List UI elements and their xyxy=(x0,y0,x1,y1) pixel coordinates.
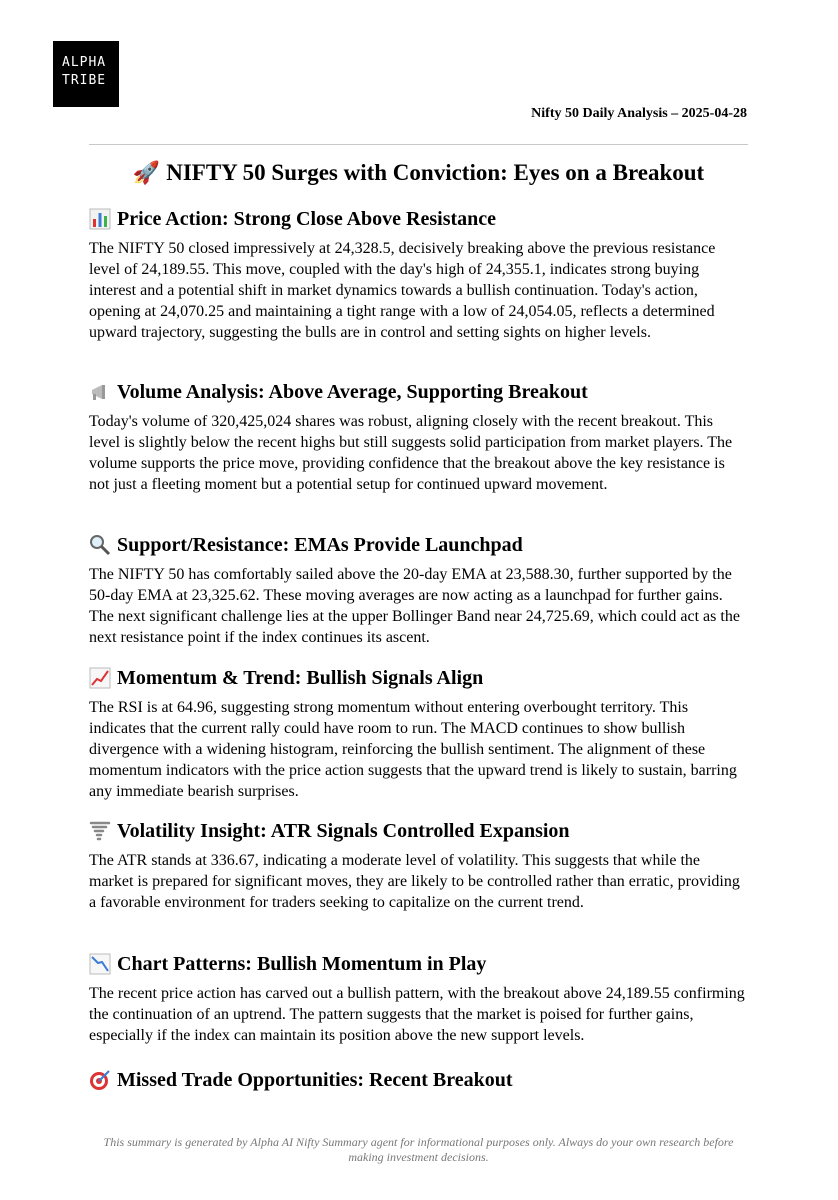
section-heading xyxy=(89,663,748,693)
section-body: Today's volume of 320,425,024 shares was robust, aligning closely with the recent breakout. This level is slightly below the recent highs but still suggests solid participation from market players. The volume supports the price move, providing confidence that the breakout above the key resistance is not just a fleeting moment but a potential setup for continued upward movement. xyxy=(89,413,733,493)
tornado-icon xyxy=(89,820,113,842)
section-support-resistance xyxy=(89,530,748,648)
section-heading-text: Momentum & Trend: Bullish Signals Align xyxy=(117,667,484,689)
section-heading xyxy=(89,530,748,560)
logo-line-2: TRIBE xyxy=(62,73,107,88)
rocket-icon: 🚀 xyxy=(132,160,161,185)
section-heading xyxy=(89,1065,513,1095)
section-heading xyxy=(89,949,748,979)
section-body: The RSI is at 64.96, suggesting strong momentum without entering overbought territory. This indicates that the current rally could have room to run. The MACD continues to show bullish divergence with a widening histogram, reinforcing the bullish sentiment. The alignment of these momentum indicators with the price action suggests that the upward trend is likely to sustain, barring any immediate bearish surprises. xyxy=(89,699,737,800)
alpha-tribe-logo xyxy=(53,41,119,107)
section-heading-text: Price Action: Strong Close Above Resistance xyxy=(117,208,497,230)
disclaimer-footer: This summary is generated by Alpha AI Nifty Summary agent for informational purposes only. Always do your own research before making investment decisions. xyxy=(103,1135,734,1164)
report-title: Nifty 50 Daily Analysis – 2025-04-28 xyxy=(531,106,747,121)
section-missed-trade-opportunities xyxy=(89,1065,513,1095)
section-volatility-insight xyxy=(89,816,748,913)
section-heading xyxy=(89,377,748,407)
logo-line-1: ALPHA xyxy=(62,55,107,70)
bar-chart-icon xyxy=(89,208,113,230)
page-title-text: NIFTY 50 Surges with Conviction: Eyes on a Breakout xyxy=(166,160,705,185)
target-icon xyxy=(89,1069,113,1091)
section-body: The ATR stands at 336.67, indicating a moderate level of volatility. This suggests that while the market is prepared for significant moves, they are likely to be controlled rather than erratic, providing a favorable environment for traders seeking to capitalize on the current trend. xyxy=(89,852,740,911)
trending-up-icon xyxy=(89,667,113,689)
section-chart-patterns xyxy=(89,949,748,1046)
section-heading-text: Volume Analysis: Above Average, Supporting Breakout xyxy=(117,381,588,403)
section-heading-text: Chart Patterns: Bullish Momentum in Play xyxy=(117,953,487,975)
section-volume-analysis xyxy=(89,377,748,495)
section-body: The NIFTY 50 closed impressively at 24,328.5, decisively breaking above the previous resistance level of 24,189.55. This move, coupled with the day's high of 24,355.1, indicates strong buying interest and a potential shift in market dynamics towards a bullish continuation. Today's action, opening at 24,070.25 and maintaining a tight range with a low of 24,054.05, reflects a determined upward trajectory, suggesting the bulls are in control and setting sights on higher levels. xyxy=(89,240,716,341)
section-heading-text: Volatility Insight: ATR Signals Controlled Expansion xyxy=(117,820,570,842)
section-heading xyxy=(89,816,748,846)
section-body: The NIFTY 50 has comfortably sailed above the 20-day EMA at 23,588.30, further supported by the 50-day EMA at 23,325.62. These moving averages are now acting as a launchpad for further gains. The next significant challenge lies at the upper Bollinger Band near 24,725.69, which could act as the next resistance point if the index continues its ascent. xyxy=(89,566,740,646)
section-body: The recent price action has carved out a bullish pattern, with the breakout above 24,189.55 confirming the continuation of an uptrend. The pattern suggests that the market is poised for further gains, especially if the index can maintain its position above the new support levels. xyxy=(89,985,745,1044)
section-heading xyxy=(89,204,748,234)
header-divider xyxy=(89,144,748,145)
megaphone-icon xyxy=(89,381,113,403)
trending-down-icon xyxy=(89,953,113,975)
section-heading-text: Support/Resistance: EMAs Provide Launchpad xyxy=(117,534,523,556)
section-momentum-trend xyxy=(89,663,748,802)
magnifier-icon xyxy=(89,534,113,556)
section-heading-text: Missed Trade Opportunities: Recent Breakout xyxy=(117,1069,513,1091)
page-title xyxy=(89,158,748,188)
section-price-action xyxy=(89,204,748,343)
